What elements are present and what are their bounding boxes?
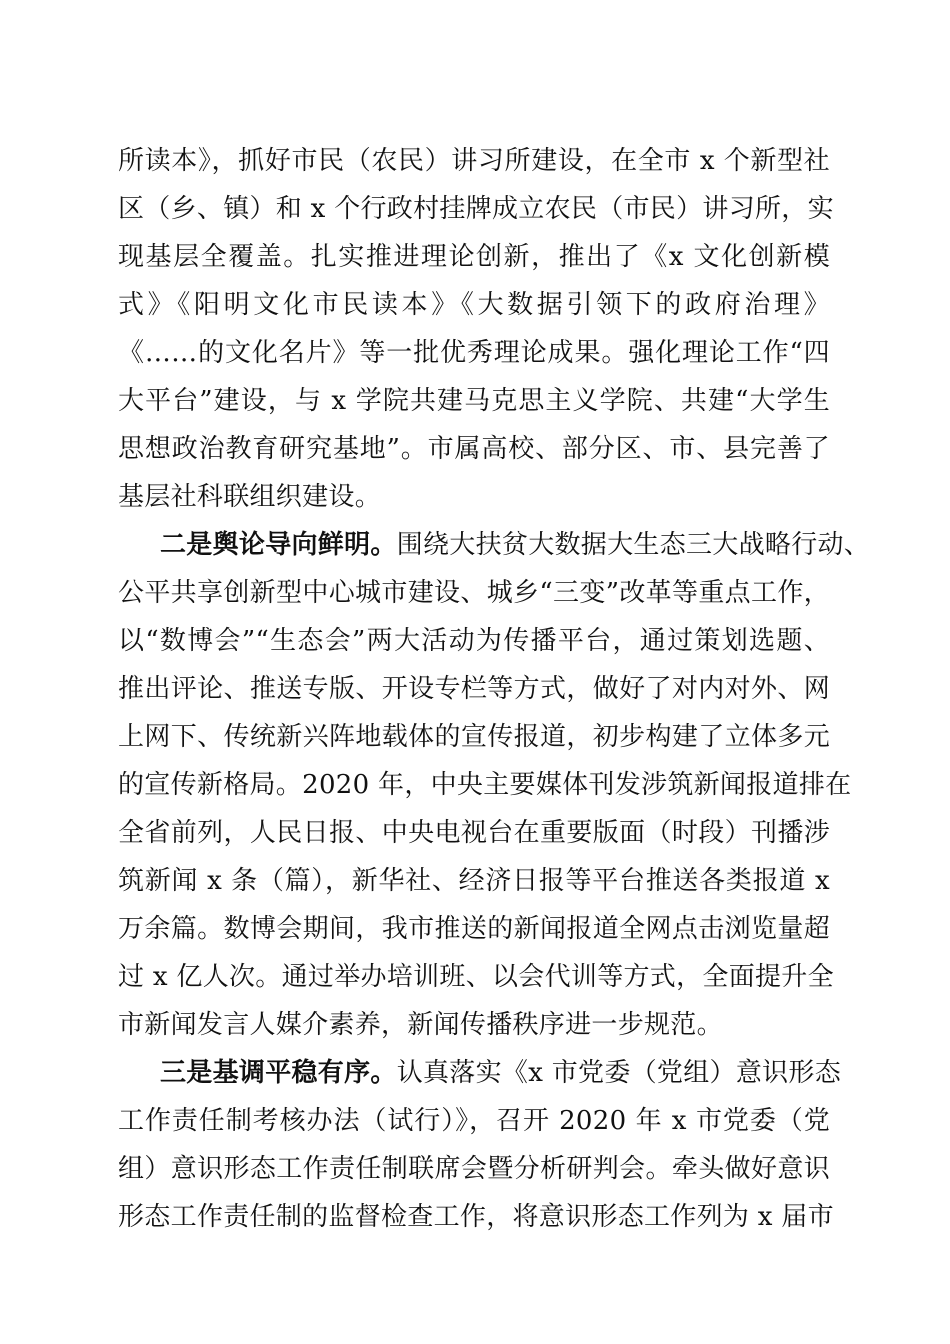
paragraph1-line-1: 所读本》，抓好市民（农民）讲习所建设，在全市 x 个新型社 xyxy=(118,146,830,176)
paragraph3-line-4: 形态工作责任制的监督检查工作，将意识形态工作列为 x 届市 xyxy=(118,1202,834,1232)
paragraph1-line-8: 基层社科联组织建设。 xyxy=(118,482,382,512)
paragraph2-first-line xyxy=(160,521,871,569)
paragraph1-line-3: 现基层全覆盖。扎实推进理论创新，推出了《x 文化创新模 xyxy=(118,242,830,272)
paragraph2-line-2: 公平共享创新型中心城市建设、城乡“三变”改革等重点工作， xyxy=(118,578,830,608)
paragraph1-line-4: 式》《阳明文化市民读本》《大数据引领下的政府治理》 xyxy=(118,290,830,320)
paragraph1-line-7: 思想政治教育研究基地”。市属高校、部分区、市、县完善了 xyxy=(118,434,830,464)
paragraph2-line-3: 以“数博会”“生态会”两大活动为传播平台，通过策划选题、 xyxy=(118,626,830,656)
paragraph2-first-line-text: 围绕大扶贫大数据大生态三大战略行动、 xyxy=(396,530,871,560)
paragraph3-first-line-text: 认真落实《x 市党委（党组）意识形态 xyxy=(396,1058,842,1088)
paragraph3-first-line xyxy=(160,1049,842,1097)
paragraph2-line-11: 市新闻发言人媒介素养，新闻传播秩序进一步规范。 xyxy=(118,1010,723,1040)
paragraph2-line-5: 上网下、传统新兴阵地载体的宣传报道，初步构建了立体多元 xyxy=(118,722,830,752)
paragraph3-line-3: 组）意识形态工作责任制联席会暨分析研判会。牵头做好意识 xyxy=(118,1154,830,1184)
paragraph2-line-8: 筑新闻 x 条（篇），新华社、经济日报等平台推送各类报道 x xyxy=(118,866,830,896)
paragraph1-line-5: 《……的文化名片》等一批优秀理论成果。强化理论工作“四 xyxy=(118,338,830,368)
paragraph2-heading: 二是舆论导向鲜明。 xyxy=(160,530,397,560)
paragraph2-line-7: 全省前列，人民日报、中央电视台在重要版面（时段）刊播涉 xyxy=(118,818,830,848)
paragraph2-line-10: 过 x 亿人次。通过举办培训班、以会代训等方式，全面提升全 xyxy=(118,962,834,992)
paragraph3-line-2: 工作责任制考核办法（试行）》，召开 2020 年 x 市党委（党 xyxy=(118,1106,830,1136)
paragraph3-heading: 三是基调平稳有序。 xyxy=(160,1058,397,1088)
paragraph2-line-4: 推出评论、推送专版、开设专栏等方式，做好了对内对外、网 xyxy=(118,674,830,704)
paragraph2-line-6: 的宣传新格局。2020 年，中央主要媒体刊发涉筑新闻报道排在 xyxy=(118,770,852,800)
paragraph2-line-9: 万余篇。数博会期间，我市推送的新闻报道全网点击浏览量超 xyxy=(118,914,830,944)
paragraph1-line-6: 大平台”建设，与 x 学院共建马克思主义学院、共建“大学生 xyxy=(118,386,830,416)
paragraph1-line-2: 区（乡、镇）和 x 个行政村挂牌成立农民（市民）讲习所，实 xyxy=(118,194,834,224)
